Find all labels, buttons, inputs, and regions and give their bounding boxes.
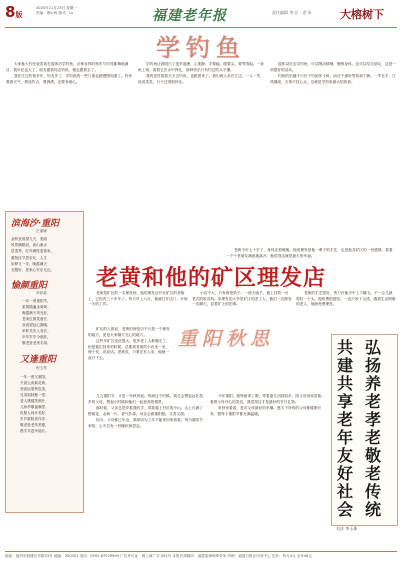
calligraphy-char: 传 <box>365 482 382 501</box>
poem2-line: 一年一度重阳节， <box>22 299 51 303</box>
poem1-line: 金秋登高望九天，美丽 <box>11 237 47 241</box>
section1-paragraph: 退休以后去学钓鱼，可以陶冶情操，锻炼身体，还可以结交朋友，这是一项很好的活动。 <box>270 62 396 72</box>
footer-rule <box>5 551 397 552</box>
calligraphy-char: 好 <box>337 464 354 483</box>
poem3-author: 程玉琴 <box>36 366 47 370</box>
calligraphy-char: 共 <box>337 338 354 357</box>
poem3-line: 兄弟姐妹聚一堂； <box>20 393 49 397</box>
poem2-line: 晚霞满天风光好， <box>22 311 51 315</box>
calligraphy-column-left <box>337 339 361 519</box>
section1-paragraph: 我的老伴看我天天去钓鱼，也跟着来了。我们两人坐在江边，一人一竿，说说笑笑，日子过得很快乐。 <box>138 74 264 84</box>
poem1-line: 无限好，老来心安乐无边。 <box>11 268 55 272</box>
section3-paragraph: 如今，父母都已年迈，我却因为工作不能常回家看看。每当重阳节来临，心中总有一份愧疚和思念。 <box>88 418 203 428</box>
poem1-line: 重阳佳节思亲友，人生 <box>11 256 47 260</box>
footer-info: 地址：福州市鼓楼区东街33号 邮编：350001 电话：0591-87529999 广告许可证：闽工商广字 001号 本报法律顾问：福建某律师事务所 印刷：福建日报社印务中心 定价：每月4元 全年48元 <box>5 554 313 558</box>
column-name: 大榕树下 <box>340 8 384 21</box>
section1-paragraph: 学钓鱼让我明白了很多道理，心要静，手要稳，眼要尖，要等得起。一条鱼上钩，看着它在水中挣扎，那种快乐只有钓过的人才懂。 <box>138 62 264 72</box>
section1-column1 <box>6 62 132 210</box>
section2-column3 <box>296 291 396 325</box>
poem2-author: 李如菊 <box>36 291 47 295</box>
section3-paragraph: 九九重阳节，又是一年秋风起。每到这个时候，我总会想起远在故乡的父母，想起小时候和他们一起登高的情景。 <box>88 394 203 404</box>
calligraphy-caption: 书法 李玉珠 <box>336 526 358 531</box>
section1-paragraph: 大家都大约比较喜欢在退休后学钓鱼，各种各样的鱼竿与钓具都琳琅满目，我年纪也大了，朋友邀我同去钓鱼，便也跟着去了。 <box>6 62 129 72</box>
calligraphy-column-right <box>365 339 389 519</box>
calligraphy-char: 老 <box>337 410 354 429</box>
header-editors: 责编：鲁a·杨 版式：Lu <box>36 11 74 15</box>
poem2-line: 登高望远心胸阔， <box>22 323 51 327</box>
section2-column1 <box>88 291 188 325</box>
poem3-line: 岁岁重阳喜洋洋； <box>20 417 49 421</box>
calligraphy-char: 统 <box>365 500 382 519</box>
calligraphy-char: 孝 <box>365 410 382 429</box>
poem1-title: 滨海汐·重阳 <box>11 219 60 229</box>
poems-box <box>5 211 84 513</box>
section2-title: 老黄和他的矿区理发店 <box>96 265 327 291</box>
section3-paragraph: 常回家看看，是对父母最好的孝顺。愿天下所有的父母都健康长寿，愿每个重阳节都充满温暖。 <box>210 406 322 416</box>
calligraphy-artwork <box>331 334 398 526</box>
section3-column2 <box>210 394 328 552</box>
calligraphy-char: 敬 <box>365 446 382 465</box>
section1-column2 <box>138 62 264 252</box>
poem2-line: 年年岁岁今朝乐， <box>22 335 51 339</box>
calligraphy-char: 老 <box>365 392 382 411</box>
calligraphy-char: 老 <box>365 428 382 447</box>
header-meta <box>36 6 77 16</box>
poem3-line: 一年一度又重阳， <box>20 375 49 379</box>
section2-paragraph: 老黄的手艺很好，剪刀在他手中上下翻飞，不一会儿就剪好一个头。他收费很便宜，一直只收十元钱，遇到生活困难的老人，他就免费理发。 <box>296 291 396 307</box>
poem2-line: 敬老爱老美名扬。 <box>22 341 51 345</box>
section3-paragraph: 那时候，父亲总是牵着我的手，带我爬上村后的小山。山上长满了野菊花，金黄一片，香气扑鼻。母亲会做重阳糕，又香又甜。 <box>88 406 203 416</box>
calligraphy-char: 建 <box>337 356 354 375</box>
newspaper-name: 福建老年报 <box>152 8 227 24</box>
section2-paragraph: 这些年矿区变化很大，很多老工人都搬走了，但是他们回来的时候，总要到老黄的小店坐一坐，理个发，说说话。老黄说，只要还有人来，他就一直开下去。 <box>88 339 170 360</box>
poem3-line: 携手共进幸福长。 <box>20 429 49 433</box>
section2-paragraph: 老黄是矿区的一名理发师，他的理发店开在矿区的老街上，已经有三十多年了。每天早上六点，他就打开店门，开始一天的工作。 <box>88 291 188 307</box>
header-subline: 责任编辑 李·汪 · 老 朱 <box>272 10 312 15</box>
poem2-line: 茱萸插遍金菊黄； <box>22 305 51 309</box>
poem1-line: 显清秀，红叶满枝迎客来。 <box>11 249 55 253</box>
page-number: 8版 <box>5 3 23 21</box>
section3-title: 重阳秋思 <box>178 328 275 350</box>
calligraphy-char: 友 <box>337 446 354 465</box>
section1-title: 学钓鱼 <box>156 33 246 62</box>
section1-column3 <box>270 62 396 252</box>
section2-intro <box>226 248 396 260</box>
poem3-line: 登高远望秋色美， <box>20 387 49 391</box>
poem1-author: 庄丽娜 <box>36 229 47 233</box>
section3-column1 <box>88 394 206 552</box>
calligraphy-char: 弘 <box>365 338 382 357</box>
calligraphy-char: 社 <box>337 482 354 501</box>
page-header <box>0 0 402 30</box>
calligraphy-char: 老 <box>365 464 382 483</box>
calligraphy-char: 年 <box>337 428 354 447</box>
section3-paragraph: 今年重阳，我特意请了假，带着妻儿回到故乡，陪父母登高赏菊。看着父母开心的笑容，我觉得这才是最好的节日礼物。 <box>210 394 325 404</box>
calligraphy-char: 养 <box>365 374 382 393</box>
poem3-line: 敬老爱老传美德， <box>20 423 49 427</box>
section2-paragraph: 小店不大，只有两把椅子，一面大镜子，墙上挂着一台老式的收音机。来理发的大多是矿区的老工人，他们一边理发一边聊天，说着矿上的旧事。 <box>192 291 292 307</box>
section2-paragraph: 矿区的人都说，老黄的理发店不只是一个理发的地方，更是大家聊天交心的地方。 <box>88 327 170 337</box>
poem1-line: 风景满眼前，高山流水 <box>11 243 47 247</box>
poem3-line: 天高云淡菊花黄； <box>20 381 49 385</box>
section2-paragraph: 老黄今年七十岁了，身体还很硬朗。他说理发是他一辈子的手艺，也是他对矿区的一份感情。看着一个个老朋友满意地离开，他觉得这就是最大的幸福。 <box>226 248 393 258</box>
header-date: 2020年11月23日 星期一 <box>36 6 77 10</box>
poem3-line: 老人康健笑颜开， <box>20 399 49 403</box>
poem3-line: 儿孙孝顺福满堂； <box>20 405 49 409</box>
calligraphy-char: 共 <box>337 374 354 393</box>
poem1-line: 如梦又一年，晚霞满天 <box>11 262 47 266</box>
poem2-title: 愉颜重阳 <box>11 281 48 291</box>
poem2-line: 老来红颜笑意长； <box>22 317 51 321</box>
section2-column2 <box>192 291 292 325</box>
calligraphy-char: 享 <box>337 392 354 411</box>
section1-paragraph: 钓鱼的乐趣不只在于钓到多少鱼，而在于那份等待和宁静。一竿在手，江风拂面，万事不挂心头，这就是学钓鱼最大的收获。 <box>270 74 396 84</box>
calligraphy-char: 会 <box>337 500 354 519</box>
poem2-line: 举杯共庆人寿长； <box>22 329 51 333</box>
poem3-line: 但愿人间多美好， <box>20 411 49 415</box>
calligraphy-char: 扬 <box>365 356 382 375</box>
section1-paragraph: 我在江边钓鱼多年，钓友多了，学钓鱼的一些门道也就慢慢知道了。钓鱼要看天气，要选钓点，要调漂，还要有耐心。 <box>6 74 132 84</box>
section2-column4 <box>88 327 172 391</box>
poem3-title: 又逢重阳 <box>20 355 57 365</box>
